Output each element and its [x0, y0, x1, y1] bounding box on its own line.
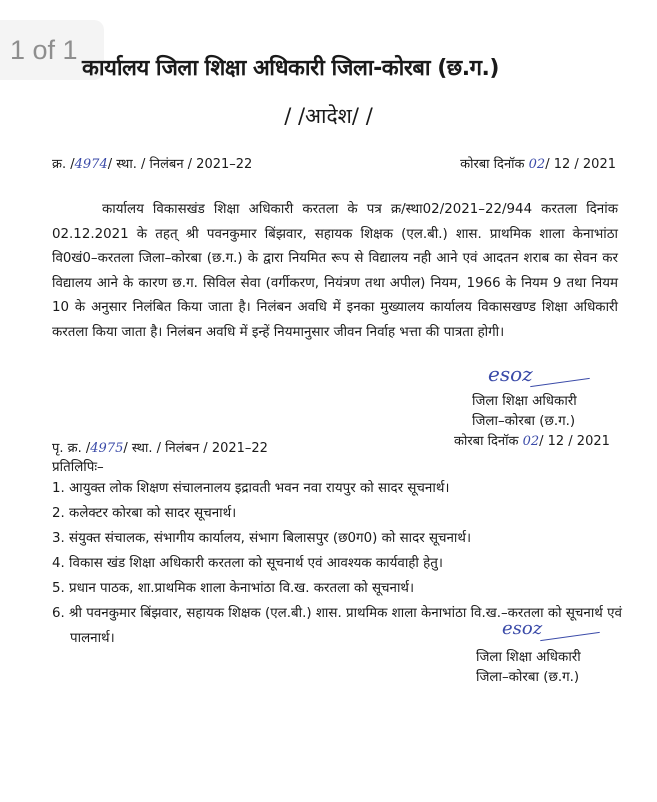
- order-number: क्र. /4974/ स्था. / निलंबन / 2021–22: [52, 157, 253, 172]
- copy-item: 4. विकास खंड शिक्षा अधिकारी करतला को सूचनार्थ एवं आवश्यक कार्यवाही हेतु।: [52, 556, 443, 571]
- handwritten-day: 02: [528, 157, 546, 172]
- copy-item: 3. संयुक्त संचालक, संभागीय कार्यालय, संभाग बिलासपुर (छ0ग0) को सादर सूचनार्थ।: [52, 531, 472, 546]
- order-heading: / /आदेश/ /: [284, 104, 373, 128]
- signatory-district: जिला–कोरबा (छ.ग.): [476, 670, 580, 685]
- signature-1: esoz: [488, 362, 533, 386]
- signatory-designation: जिला शिक्षा अधिकारी: [476, 650, 581, 665]
- handwritten-order-number: 4974: [74, 157, 108, 172]
- signature-1-flourish: [530, 378, 590, 387]
- copy-item: 2. कलेक्टर कोरबा को सादर सूचनार्थ।: [52, 506, 237, 521]
- office-title: कार्यालय जिला शिक्षा अधिकारी जिला-कोरबा (छ.ग.): [82, 56, 499, 81]
- copy-number: पृ. क्र. /4975/ स्था. / निलंबन / 2021–22: [52, 441, 268, 456]
- order-body-paragraph: कार्यालय विकासखंड शिक्षा अधिकारी करतला के पत्र क्र/स्था02/2021–22/944 करतला दिनांक 02.12.2021 के तहत् श्री पवनकुमार बिंझवार, सहायक शिक्षक (एल.बी.) शास. प्राथमिक शाला केनाभांठा वि0खं0–करतला जिला–कोरबा (छ.ग.) के द्वारा नियमित रूप से विद्यालय नही आने एवं आदतन शराब का सेवन कर विद्यालय आने के कारण छ.ग. सिविल सेवा (वर्गीकरण, नियंत्रण तथा अपील) नियम, 1966 के नियम 9 तथा नियम 10 के अनुसार निलंबित किया जाता है। निलंबन अवधि में इनका मुख्यालय कार्यालय विकासखण्ड शिक्षा अधिकारी करतला किया जाता है। निलंबन अवधि में इन्हें नियमानुसार जीवन निर्वाह भत्ता की पात्रता होगी।: [52, 202, 618, 340]
- handwritten-copy-number: 4975: [90, 441, 124, 456]
- order-date: कोरबा दिनॉक 02/ 12 / 2021: [460, 157, 616, 172]
- order-reference-line: [52, 154, 616, 172]
- signatory-designation: जिला शिक्षा अधिकारी: [472, 394, 577, 409]
- signatory-district: जिला–कोरबा (छ.ग.): [472, 414, 576, 429]
- page-indicator: 1 of 1: [0, 20, 104, 80]
- copy-item: 1. आयुक्त लोक शिक्षण संचालनालय इद्रावती भवन नवा रायपुर को सादर सूचनार्थ।: [52, 481, 450, 496]
- signature-block-2: [462, 648, 632, 688]
- signature-1-date: कोरबा दिनॉक 02/ 12 / 2021: [454, 434, 610, 449]
- signature-2: esoz: [502, 618, 543, 639]
- copy-item: 5. प्रधान पाठक, शा.प्राथमिक शाला केनाभांठा वि.ख. करतला को सूचनार्थ।: [52, 581, 415, 596]
- copy-item: 6. श्री पवनकुमार बिंझवार, सहायक शिक्षक (एल.बी.) शास. प्राथमिक शाला केनाभांठा वि.ख.–करतला को सूचनार्थ एवं पालनार्थ।: [52, 606, 622, 646]
- copy-reference-line: [52, 438, 618, 456]
- copies-label: प्रतिलिपिः–: [52, 460, 104, 475]
